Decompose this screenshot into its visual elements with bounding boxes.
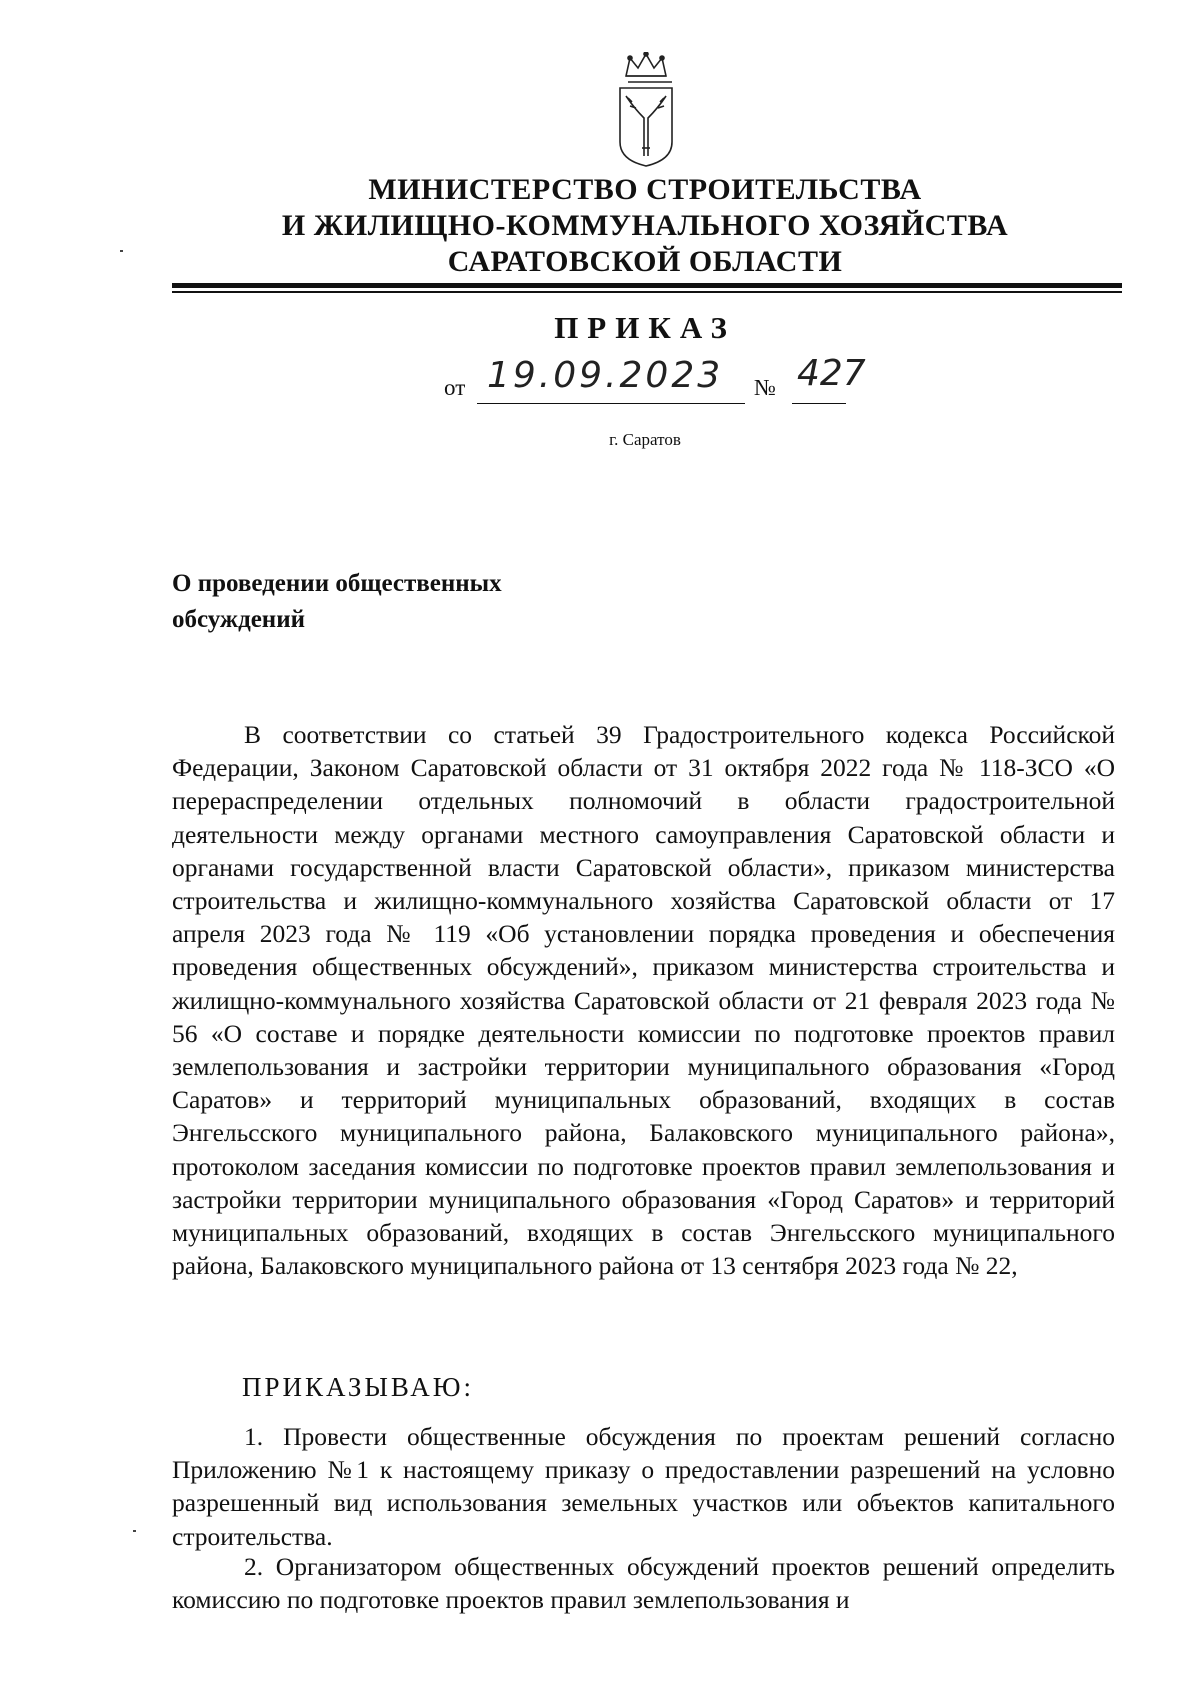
date-underline (477, 403, 745, 404)
date-prefix: от (444, 375, 466, 400)
handwritten-date: 19.09.2023 (487, 355, 724, 396)
number-underline (792, 403, 846, 404)
ministry-header-line-3: САРАТОВСКОЙ ОБЛАСТИ (447, 245, 843, 278)
ministry-header (170, 172, 1120, 280)
coat-of-arms-icon (612, 52, 680, 170)
order-item-1: 1. Провести общественные обсуждения по проектам решений согласно Приложению №1 к настоящему приказу о предоставлении разрешений на условно разрешенный вид использования земельных участков или объектов капитального строительства. (172, 1422, 1115, 1551)
scan-speck (133, 1530, 136, 1532)
order-heading: ПРИКАЗЫВАЮ: (242, 1372, 474, 1402)
handwritten-number: 427 (797, 353, 866, 394)
preamble-paragraph: В соответствии со статьей 39 Градостроительного кодекса Российской Федерации, Законом Саратовской области от 31 октября 2022 года № 118-ЗСО «О перераспределении отдельных полномочий в области градостроительной деятельности между органами местного самоуправления Саратовской области и органами государственной власти Саратовской области», приказом министерства строительства и жилищно-коммунального хозяйства Саратовской области от 17 апреля 2023 года № 119 «Об установлении порядка проведения и обеспечения проведения общественных обсуждений», приказом министерства строительства и жилищно-коммунального хозяйства Саратовской области от 21 февраля 2023 года № 56 «О составе и порядке деятельности комиссии по подготовке проектов правил землепользования и застройки территории муниципального образования «Город Саратов» и территорий муниципальных образований, входящих в состав Энгельсского муниципального района, Балаковского муниципального района», протоколом заседания комиссии по подготовке проектов правил землепользования и застройки территории муниципального образования «Город Саратов» и территорий муниципальных образований, входящих в состав Энгельсского муниципального района, Балаковского муниципального района от 13 сентября 2023 года № 22, (172, 720, 1115, 1281)
scan-speck (120, 250, 123, 252)
number-prefix: № (754, 375, 776, 400)
place-of-issue: г. Саратов (609, 430, 681, 449)
header-divider-thin (172, 291, 1122, 293)
document-type: ПРИКАЗ (554, 310, 736, 345)
header-divider-thick (172, 283, 1122, 288)
ministry-header-line-1: МИНИСТЕРСТВО СТРОИТЕЛЬСТВА (368, 173, 922, 206)
document-subject: О проведении общественных обсуждений (172, 570, 502, 633)
order-item-2: 2. Организатором общественных обсуждений проектов решений определить комиссию по подготовке проектов правил землепользования и (172, 1552, 1115, 1615)
ministry-header-line-2: И ЖИЛИЩНО-КОММУНАЛЬНОГО ХОЗЯЙСТВА (281, 209, 1009, 242)
